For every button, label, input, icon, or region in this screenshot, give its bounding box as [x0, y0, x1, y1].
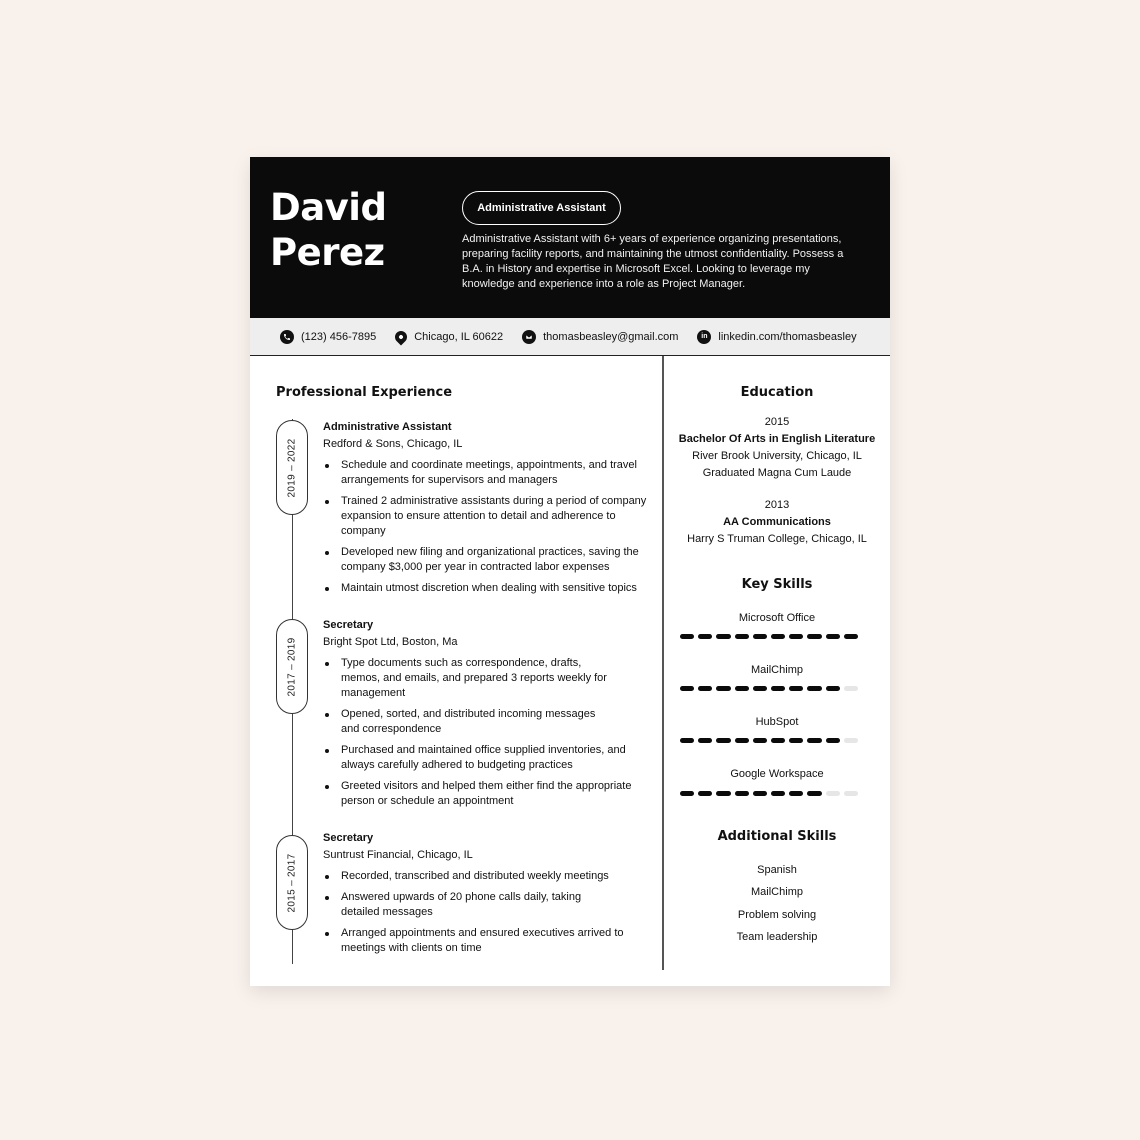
- education-entry: [664, 497, 890, 548]
- job-entry: [323, 831, 658, 962]
- bullet-item: Greeted visitors and helped them either find the appropriate person or schedule an appointment: [323, 779, 658, 809]
- phone-icon: [280, 330, 294, 344]
- skill-dot-filled: [826, 738, 840, 743]
- resume-header: [250, 157, 890, 318]
- bullet-item: Schedule and coordinate meetings, appointments, and travel arrangements for supervisors and managers: [323, 458, 658, 488]
- skill-name: MailChimp: [751, 664, 803, 676]
- education-year: 2013: [764, 499, 790, 511]
- skill-dot-filled: [807, 634, 821, 639]
- skill-dot-filled: [807, 738, 821, 743]
- job-title: Administrative Assistant: [323, 421, 452, 433]
- additional-skill-item: Spanish: [757, 864, 797, 876]
- job-bullets: [323, 869, 658, 956]
- job-title-badge: Administrative Assistant: [462, 191, 621, 225]
- skill-dot-filled: [735, 634, 749, 639]
- skill-dot-empty: [844, 738, 858, 743]
- bullet-item: Recorded, transcribed and distributed weekly meetings: [323, 869, 658, 884]
- contact-email[interactable]: [522, 330, 678, 344]
- skill-rating: [680, 738, 858, 743]
- skill-dot-filled: [735, 738, 749, 743]
- candidate-name: [270, 185, 386, 275]
- linkedin-icon: in: [697, 330, 711, 344]
- skill-dot-filled: [716, 686, 730, 691]
- skill-dot-filled: [680, 738, 694, 743]
- skill-dot-filled: [826, 634, 840, 639]
- resume-sheet: [250, 157, 890, 986]
- skill-dot-filled: [716, 634, 730, 639]
- email-text: thomasbeasley@gmail.com: [543, 330, 679, 343]
- job-entry: [323, 618, 658, 815]
- skill-rating: [680, 791, 858, 796]
- contact-location: [395, 331, 503, 343]
- bullet-item: Developed new filing and organizational practices, saving the company $3,000 per year in contracted labor expenses: [323, 545, 658, 575]
- skill-dot-filled: [789, 791, 803, 796]
- linkedin-text: linkedin.com/thomasbeasley: [718, 330, 857, 343]
- date-pill: 2019 – 2022: [276, 420, 308, 515]
- job-title: Secretary: [323, 619, 374, 631]
- additional-skill-item: MailChimp: [751, 886, 803, 898]
- skill-dot-empty: [844, 791, 858, 796]
- skill-dot-filled: [680, 791, 694, 796]
- education-school: River Brook University, Chicago, IL: [692, 450, 862, 462]
- skill-dot-filled: [753, 686, 767, 691]
- email-icon: [522, 330, 536, 344]
- skill-dot-filled: [771, 791, 785, 796]
- skill-dot-filled: [716, 738, 730, 743]
- education-entry: [664, 414, 890, 482]
- bullet-item: Trained 2 administrative assistants during a period of company expansion to ensure attention to detail and adherence to company: [323, 494, 658, 539]
- skill-dot-filled: [789, 634, 803, 639]
- contact-bar: [250, 318, 890, 356]
- job-entry: [323, 420, 658, 602]
- job-bullets: [323, 458, 658, 596]
- education-note: Graduated Magna Cum Laude: [702, 467, 852, 479]
- skill-dot-filled: [698, 686, 712, 691]
- bullet-item: Maintain utmost discretion when dealing with sensitive topics: [323, 581, 658, 596]
- education-school: Harry S Truman College, Chicago, IL: [687, 533, 867, 545]
- job-company: Redford & Sons, Chicago, IL: [323, 438, 463, 450]
- skill-name: Microsoft Office: [738, 612, 816, 624]
- bullet-item: Answered upwards of 20 phone calls daily, taking detailed messages: [323, 890, 608, 920]
- skill-name: HubSpot: [755, 716, 799, 728]
- date-pill: 2015 – 2017: [276, 835, 308, 930]
- skill-dot-filled: [735, 686, 749, 691]
- first-name: David: [270, 186, 387, 229]
- skill-dot-empty: [844, 686, 858, 691]
- skill-dot-filled: [807, 791, 821, 796]
- job-company: Suntrust Financial, Chicago, IL: [323, 849, 473, 861]
- bullet-item: Type documents such as correspondence, drafts, memos, and emails, and prepared 3 reports weekly for management: [323, 656, 608, 701]
- skill-dot-filled: [753, 634, 767, 639]
- skill-dot-filled: [771, 738, 785, 743]
- additional-skill-item: Problem solving: [737, 909, 817, 921]
- skill-dot-filled: [789, 686, 803, 691]
- job-title: Secretary: [323, 832, 374, 844]
- experience-heading: Professional Experience: [276, 385, 453, 400]
- additional-skill-item: Team leadership: [736, 931, 818, 943]
- contact-linkedin[interactable]: [697, 330, 856, 344]
- skill-dot-filled: [807, 686, 821, 691]
- key-skills-heading: Key Skills: [741, 577, 813, 592]
- skill-dot-filled: [753, 738, 767, 743]
- skill-dot-filled: [826, 686, 840, 691]
- bullet-item: Purchased and maintained office supplied inventories, and always carefully adhered to budgeting practices: [323, 743, 643, 773]
- skill-rating: [680, 634, 858, 639]
- skill-name: Google Workspace: [730, 768, 824, 780]
- skill-dot-filled: [735, 791, 749, 796]
- location-pin-icon: [393, 328, 410, 345]
- last-name: Perez: [270, 231, 385, 274]
- skill-dot-filled: [753, 791, 767, 796]
- skill-dot-filled: [698, 738, 712, 743]
- skill-dot-filled: [680, 686, 694, 691]
- skill-dot-filled: [698, 791, 712, 796]
- additional-skills-heading: Additional Skills: [717, 829, 837, 844]
- skill-rating: [680, 686, 858, 691]
- education-degree: AA Communications: [723, 516, 831, 528]
- skill-dot-filled: [771, 634, 785, 639]
- skill-dot-filled: [680, 634, 694, 639]
- education-degree: Bachelor Of Arts in English Literature: [678, 433, 876, 445]
- skill-dot-filled: [789, 738, 803, 743]
- date-pill: 2017 – 2019: [276, 619, 308, 714]
- skill-dot-filled: [698, 634, 712, 639]
- location-text: Chicago, IL 60622: [414, 330, 504, 343]
- phone-text: (123) 456-7895: [301, 330, 377, 343]
- bullet-item: Opened, sorted, and distributed incoming messages and correspondence: [323, 707, 608, 737]
- education-heading: Education: [740, 385, 814, 400]
- education-year: 2015: [764, 416, 790, 428]
- contact-phone[interactable]: [280, 330, 376, 344]
- skill-dot-filled: [771, 686, 785, 691]
- skill-dot-empty: [826, 791, 840, 796]
- job-company: Bright Spot Ltd, Boston, Ma: [323, 636, 458, 648]
- job-bullets: [323, 656, 632, 809]
- skill-dot-filled: [844, 634, 858, 639]
- bullet-item: Arranged appointments and ensured executives arrived to meetings with clients on time: [323, 926, 633, 956]
- professional-summary: Administrative Assistant with 6+ years of experience organizing presentations, preparing facility reports, and maintaining the utmost confidentiality. Possess a B.A. in History and expertise in Microsoft Excel. Looking to leverage my knowledge and experience into a role as Project Manager.: [462, 233, 844, 290]
- skill-dot-filled: [716, 791, 730, 796]
